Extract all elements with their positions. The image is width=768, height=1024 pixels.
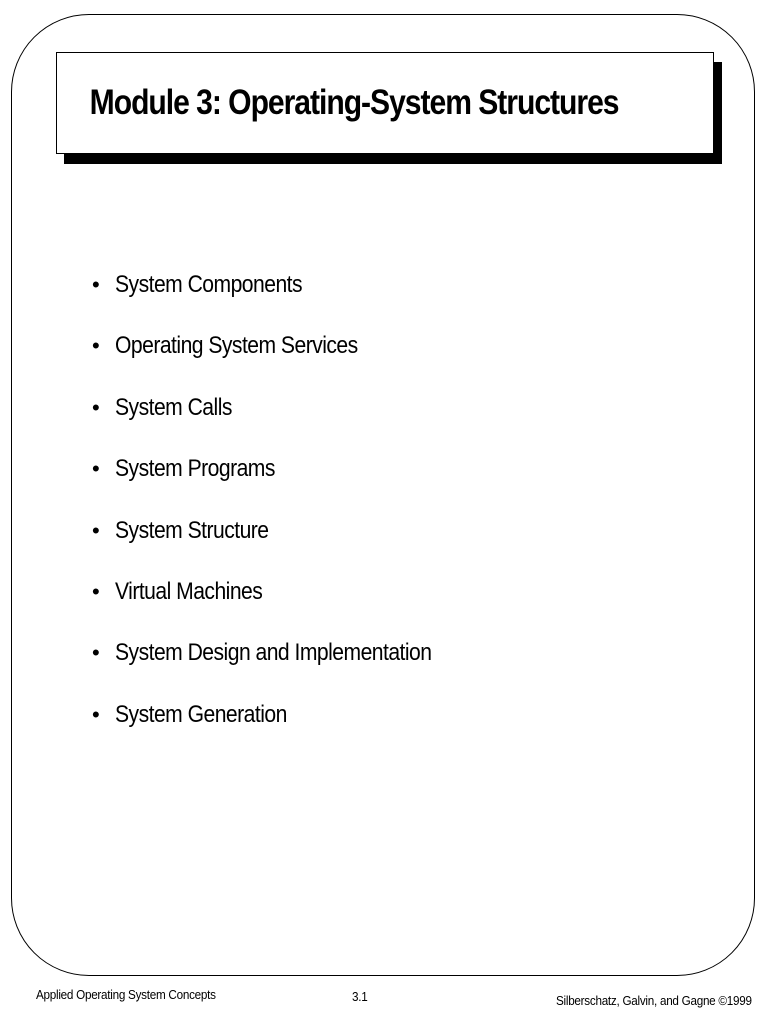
list-item bbox=[92, 452, 475, 513]
bullet-icon: • bbox=[92, 272, 100, 297]
list-item bbox=[92, 514, 475, 575]
bullet-icon: • bbox=[92, 333, 100, 359]
bullet-label: Virtual Machines bbox=[115, 577, 263, 605]
list-item bbox=[92, 391, 475, 452]
footer-copyright: Silberschatz, Galvin, and Gagne ©1999 bbox=[556, 993, 752, 1008]
bullet-label: System Programs bbox=[115, 455, 275, 483]
list-item bbox=[92, 698, 475, 759]
footer-page-number: 3.1 bbox=[352, 989, 368, 1004]
list-item bbox=[92, 268, 475, 329]
title-box bbox=[56, 52, 714, 154]
list-item bbox=[92, 329, 475, 390]
bullet-icon: • bbox=[92, 456, 100, 482]
bullet-label: System Components bbox=[115, 271, 303, 298]
slide-title: Module 3: Operating-System Structures bbox=[89, 83, 619, 122]
footer-course-title: Applied Operating System Concepts bbox=[36, 987, 216, 1002]
bullet-icon: • bbox=[92, 578, 100, 604]
list-item bbox=[92, 636, 475, 697]
bullet-icon: • bbox=[92, 701, 100, 727]
bullet-icon: • bbox=[92, 517, 100, 543]
bullet-label: System Calls bbox=[115, 393, 232, 421]
bullet-label: System Structure bbox=[115, 516, 269, 544]
bullet-icon: • bbox=[92, 640, 100, 666]
bullet-label: Operating System Services bbox=[115, 332, 358, 360]
bullet-label: System Generation bbox=[115, 700, 287, 728]
bullet-list bbox=[92, 268, 475, 759]
list-item bbox=[92, 575, 475, 636]
bullet-icon: • bbox=[92, 394, 100, 420]
bullet-label: System Design and Implementation bbox=[115, 639, 432, 667]
